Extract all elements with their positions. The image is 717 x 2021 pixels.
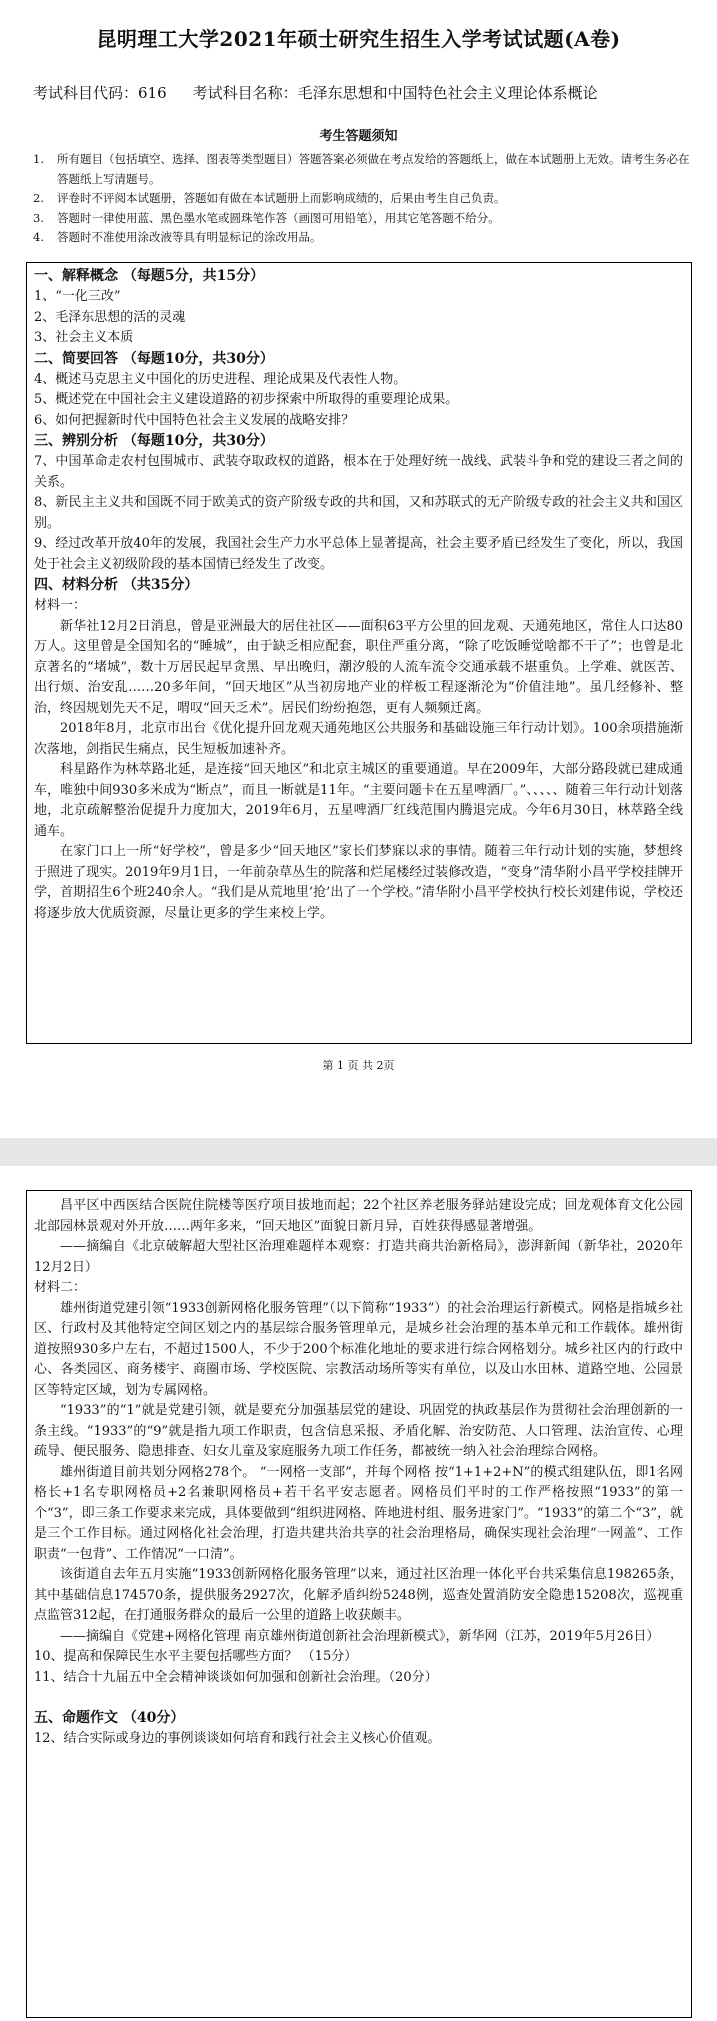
question-line: 材料一： [34,598,87,613]
notice-list [33,150,693,248]
material-paragraph: 昌平区中西医结合医院住院楼等医疗项目拔地而起；22个社区养老服务驿站建设完成；回龙观体育文化公园北部园林景观对外开放……两年多来，“回天地区”面貌日新月异，百姓获得感显著增强。 [34,1198,683,1234]
exam-title: 昆明理工大学2021年硕士研究生招生入学考试试题(A卷) [96,27,621,51]
material-paragraph: ——摘编自《党建+网格化管理 南京雄州街道创新社会治理新模式》，新华网（江苏，2019年5月26日） [60,1628,660,1644]
subject-name: 考试科目名称：毛泽东思想和中国特色社会主义理论体系概论 [192,84,598,102]
question-line: 材料二： [34,1280,87,1295]
notice-number: 2. [33,191,44,205]
question-line: 10、提高和保障民生水平主要包括哪些方面？ （15分） [34,1649,358,1664]
notice-item [33,228,693,248]
notice-text: 答题时不准使用涂改液等具有明显标记的涂改用品。 [57,230,322,244]
material-paragraph: 雄州街道目前共划分网格278个。 “一网格一支部”，并每个网格 按“1+1+2+N”的模式组建队伍，即1名网格长+1名专职网格员+2名兼职网格员+若干名平安志愿者。网格员们平时的工作严格按照“1933”的第一个“3”，即三条工作要求来完成，具体要做到“组织进网格、阵地进村组、服务进家门”。“1933”的第二个“3”，就是三个工作目标。通过网格化社会治理，打造共建共治共享的社会治理格局，确保实现社会治理“一网盖”、工作职责“一包背”、工作情况“一口清”。 [34,1464,683,1562]
section-heading: 四、材料分析 （共35分） [34,577,199,593]
section-heading: 二、简要回答 （每题10分，共30分） [34,350,274,367]
notice-text: 评卷时不评阅本试题册，答题如有做在本试题册上而影响成绩的，后果由考生自己负责。 [57,191,506,205]
question-box-page-1 [26,262,692,1044]
notice-text: 所有题目（包括填空、选择、图表等类型题目）答题答案必须做在考点发给的答题纸上，做在本试题册上无效。请考生务必在答题纸上写清题号。 [57,152,690,186]
section-heading: 一、解释概念 （每题5分，共15分） [34,268,265,284]
question-line: 4、概述马克思主义中国化的历史进程、理论成果及代表性人物。 [34,371,407,387]
question-line: 6、如何把握新时代中国特色社会主义发展的战略安排？ [34,412,355,428]
notice-number: 4. [33,230,44,244]
question-line: 3、社会主义本质 [34,330,134,345]
material-paragraph: 雄州街道党建引领“1933创新网格化服务管理”（以下简称“1933”）的社会治理运行新模式。网格是指城乡社区、行政村及其他特定空间区划之内的基层综合服务管理单元，是城乡社会治理的基本单元和工作载体。雄州街道按照930多户左右，不超过1500人，不少于200个标准化地址的要求进行综合网格划分。城乡社区内的行政中心、各类园区、商务楼宇、商圈市场、学校医院、宗教活动场所等实有单位，以及山水田林、道路空地、公园景区等特定区域，划为专属网格。 [34,1300,683,1398]
material-paragraph: “1933”的“1”就是党建引领，就是要充分加强基层党的建设、巩固党的执政基层作为贯彻社会治理创新的一条主线。“1933”的“9”就是指九项工作职责，包含信息采报、矛盾化解、治安防范、人口管理、法治宣传、心理疏导、便民服务、隐患排查、妇女儿童及家庭服务九项工作任务，都被统一纳入社会治理综合网格。 [34,1403,683,1459]
question-box-page-2 [26,1190,692,2018]
question-line: 7、中国革命走农村包围城市、武装夺取政权的道路，根本在于处理好统一战线、武装斗争和党的建设三者之间的关系。 [34,454,683,490]
question-line: 12、结合实际或身边的事例谈谈如何培育和践行社会主义核心价值观。 [34,1731,441,1746]
question-line: 8、新民主主义共和国既不同于欧美式的资产阶级专政的共和国，又和苏联式的无产阶级专政的社会主义共和国区别。 [34,495,683,531]
section-heading: 三、辨别分析 （每题10分，共30分） [34,433,274,449]
material-paragraph: 2018年8月，北京市出台《优化提升回龙观天通苑地区公共服务和基础设施三年行动计划》。100余项措施渐次落地，剑指民生痛点，民生短板加速补齐。 [34,721,683,757]
spacer [34,1688,683,1708]
page-footer: 第 1 页 共 2页 [322,1059,395,1072]
subject-line [33,82,598,104]
notice-item [33,209,693,229]
question-line: 9、经过改革开放40年的发展，我国社会生产力水平总体上显著提高，社会主要矛盾已经发生了变化，所以，我国处于社会主义初级阶段的基本国情已经发生了改变。 [34,536,683,572]
material-paragraph: 该街道自去年五月实施“1933创新网格化服务管理”以来，通过社区治理一体化平台共采集信息198265条，其中基础信息174570条，提供服务2927次，化解矛盾纠纷5248例，巡查处置消防安全隐患15208次，巡视重点监管312起，在打通服务群众的最后一公里的道路上收获颇丰。 [34,1567,683,1623]
question-line: 11、结合十九届五中全会精神谈谈如何加强和创新社会治理。（20分） [34,1669,438,1685]
section-heading: 五、命题作文 （40分） [34,1710,185,1726]
notice-item [33,150,693,189]
question-line: 5、概述党在中国社会主义建设道路的初步探索中所取得的重要理论成果。 [34,392,459,407]
material-paragraph: 在家门口上一所“好学校”，曾是多少“回天地区”家长们梦寐以求的事情。随着三年行动计划的实施，梦想终于照进了现实。2019年9月1日，一年前杂草丛生的院落和烂尾楼经过装修改造，“变身”清华附小昌平学校挂牌开学，首期招生6个班240余人。“我们是从荒地里‘抢’出了一个学校。”清华附小昌平学校执行校长刘建伟说，学校还将逐步放大优质资源，尽量让更多的学生来校上学。 [34,844,683,921]
notice-number: 3. [33,210,44,225]
material-paragraph: 科星路作为林萃路北延，是连接“回天地区”和北京主城区的重要通道。早在2009年，大部分路段就已建成通车，唯独中间930多米成为“断点”，而且一断就是11年。“主要问题卡在五星啤酒厂。”、、、、、随着三年行动计划落地，北京疏解整治促提升力度加大，2019年6月，五星啤酒厂红线范围内腾退完成。今年6月30日，林萃路全线通车。 [34,762,683,839]
notice-text: 答题时一律使用蓝、黑色墨水笔或圆珠笔作答（画图可用铅笔），用其它笔答题不给分。 [57,210,500,225]
question-line: 2、毛泽东思想的活的灵魂 [34,309,186,325]
material-paragraph: ——摘编自《北京破解超大型社区治理难题样本观察：打造共商共治新格局》，澎湃新闻（新华社，2020年12月2日） [34,1239,683,1275]
notice-number: 1. [33,152,44,166]
notice-title: 考生答题须知 [319,129,398,144]
notice-item [33,189,693,209]
question-line: 1、“一化三改” [34,289,121,304]
subject-code: 考试科目代码：616 [33,84,167,102]
material-paragraph: 新华社12月2日消息，曾是亚洲最大的居住社区——面积63平方公里的回龙观、天通苑地区，常住人口达80万人。这里曾是全国知名的“睡城”，由于缺乏相应配套，职住严重分离，“除了吃饭睡觉啥都不干了”；也曾是北京著名的“堵城”，数十万居民起早贪黑、早出晚归，潮汐般的人流车流令交通承载不堪重负。上学难、就医苦、出行烦、治安乱……20多年间，“回天地区”从当初房地产业的样板工程逐渐沦为“价值洼地”。虽几经修补、整治，终因规划先天不足，喟叹“回天乏术”。居民们纷纷抱怨，更有人频频迁离。 [34,618,683,716]
